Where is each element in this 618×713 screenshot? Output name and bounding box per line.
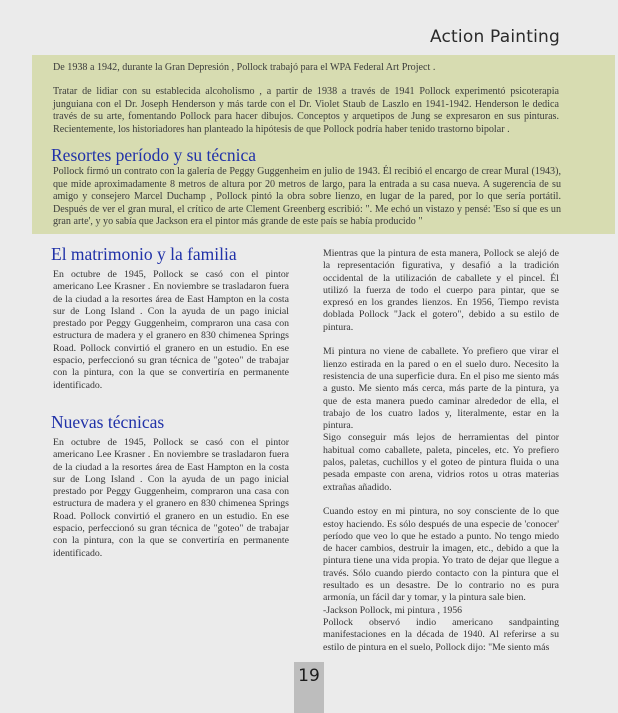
right-column-paragraph: Pollock observó indio americano sandpainting manifestaciones en la década de 1940. Al referirse a su estilo de pintura en el suelo, Pollock dijo: "Me siento más (323, 616, 559, 653)
section-heading-nuevas-tecnicas: Nuevas técnicas (51, 412, 165, 432)
right-column-paragraph: Cuando estoy en mi pintura, no soy consciente de lo que estoy haciendo. Es sólo después de una especie de 'conocer' período que veo lo que he estado a punto. No tengo miedo de hacer cambios, destruir la imagen, etc., debido a que la pintura tiene una vida propia. Yo trato de dejar que llegue a través. Sólo cuando pierdo contacto con la pintura que el resultado es un desastre. De lo contrario no es pura armonía, un fácil dar y tomar, y la pintura sale bien. (323, 506, 559, 604)
page-number: 19 (298, 666, 320, 686)
section-heading-resortes: Resortes período y su técnica (51, 145, 257, 165)
right-column (323, 248, 559, 654)
highlight-paragraph: Pollock firmó un contrato con la galería de Peggy Guggenheim en julio de 1943. Él recibió el encargo de crear Mural (1943), que mide aproximadamente 8 metros de altura por 20 metros de largo, para la entrada a su casa nueva. A sugerencia de su amigo y consejero Marcel Duchamp , Pollock pintó la obra sobre lienzo, en lugar de la pared, por lo que sería portátil. Después de ver el gran mural, el crítico de arte Clement Greenberg escribió: ". Me echó un vistazo y pensé: 'Eso sí que es un gran arte', y yo sabía que Jackson era el pintor más grande de este país se había producido " (53, 166, 561, 228)
right-column-paragraph: Mi pintura no viene de caballete. Yo prefiero que virar el lienzo estirada en la pared o en el suelo duro. Necesito la resistencia de una superficie dura. En el piso me siento más a gusto. Me siento más cerca, más parte de la pintura, ya que de esta manera puedo caminar alrededor de ella, el trabajo de los cuatro lados y, literalmente, estar en la pintura. (323, 346, 559, 432)
highlight-paragraph: Tratar de lidiar con su establecida alcoholismo , a partir de 1938 a través de 1941 Pollock experimentó psicoterapia junguiana con el Dr. Joseph Henderson y más tarde con el Dr. Violet Staub de Laszlo en 1941-1942. Henderson le dedica través de su arte, fomentando Pollock para hacer dibujos. Conceptos y arquetipos de Jung se expresaron en sus pinturas. Recientemente, los historiadores han planteado la hipótesis de que Pollock podría haber tenido trastorno bipolar . (53, 86, 559, 135)
left-column-paragraph: En octubre de 1945, Pollock se casó con el pintor americano Lee Krasner . En noviembre se trasladaron fuera de la ciudad a la resortes área de East Hampton en la costa sur de Long Island . Con la ayuda de un pago inicial prestado por Peggy Guggenheim, compraron una casa con estructura de madera y el granero en 830 chimenea Springs Road. Pollock convirtió el granero en un estudio. En ese espacio, perfeccionó su gran técnica de "goteo" de trabajar con la pintura, con la que se convertiría en permanente identificado. (53, 269, 289, 391)
section-heading-matrimonio: El matrimonio y la familia (51, 244, 237, 264)
quote-attribution: -Jackson Pollock, mi pintura , 1956 (323, 604, 463, 616)
page-header-title: Action Painting (429, 27, 560, 47)
right-column-paragraph: Mientras que la pintura de esta manera, Pollock se alejó de la representación figurativa, y desafió a la tradición occidental de la utilización de caballete y el pincel. Él utilizó la fuerza de todo el cuerpo para pintar, que se expresó en los grandes lienzos. En 1956, Tiempo revista doblada Pollock "Jack el gotero", debido a su estilo de pintura. (323, 248, 559, 333)
left-column-paragraph: En octubre de 1945, Pollock se casó con el pintor americano Lee Krasner . En noviembre se trasladaron fuera de la ciudad a la resortes área de East Hampton en la costa sur de Long Island . Con la ayuda de un pago inicial prestado por Peggy Guggenheim, compraron una casa con estructura de madera y el granero en 830 chimenea Springs Road. Pollock convirtió el granero en un estudio. En ese espacio, perfeccionó su gran técnica de "goteo" de trabajar con la pintura, con la que se convertiría en permanente identificado. (53, 437, 289, 559)
highlight-intro-text: De 1938 a 1942, durante la Gran Depresión , Pollock trabajó para el WPA Federal Art Project . (53, 62, 436, 73)
right-column-paragraph: Sigo conseguir más lejos de herramientas del pintor habitual como caballete, paleta, pinceles, etc. Yo prefiero palos, paletas, cuchillos y el goteo de pintura fluida o una pesada empaste con arena, vidrios rotos u otras materias extrañas añadido. (323, 432, 559, 493)
